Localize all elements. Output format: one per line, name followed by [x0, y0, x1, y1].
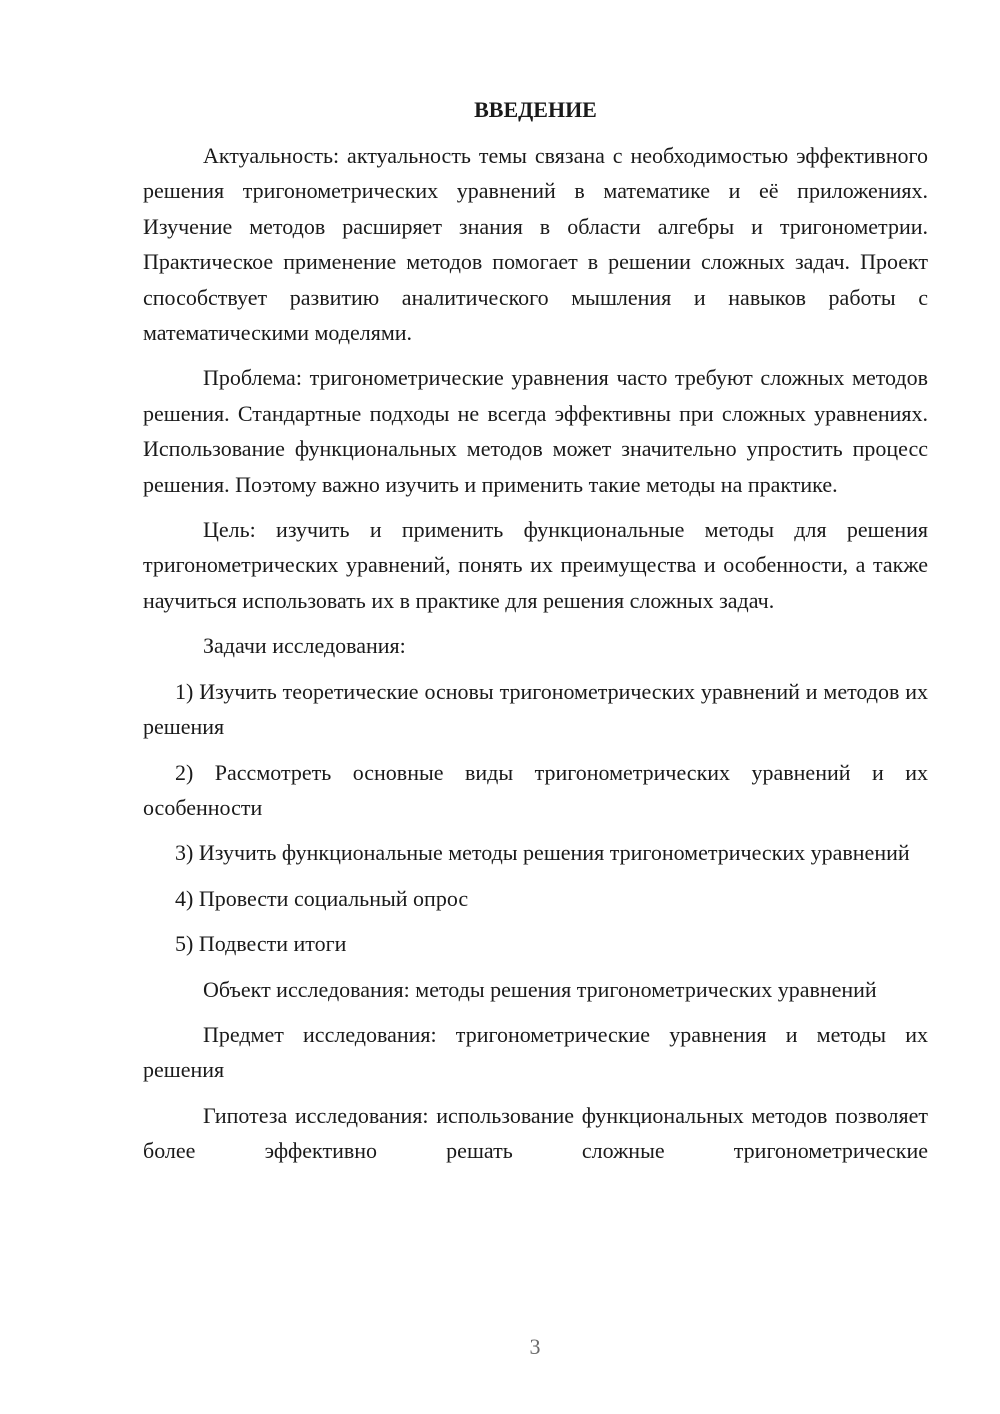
page-content	[143, 90, 928, 1179]
task-item-2: 2) Рассмотреть основные виды тригонометрических уравнений и их особенности	[143, 759, 928, 820]
paragraph-relevance: Актуальность: актуальность темы связана с необходимостью эффективного решения тригонометрических уравнений в математике и её приложениях. Изучение методов расширяет знания в области алгебры и тригонометрии. Практическое применение методов помогает в решении сложных задач. Проект способствует развитию аналитического мышления и навыков работы с математическими моделями.	[143, 143, 928, 346]
tasks-heading: Задачи исследования:	[203, 633, 406, 659]
page-number: 3	[529, 1334, 541, 1359]
task-item-5: 5) Подвести итоги	[175, 931, 347, 957]
task-item-4: 4) Провести социальный опрос	[175, 885, 469, 911]
paragraph-hypothesis: Гипотеза исследования: использование функциональных методов позволяет более эффективно решать сложные тригонометрические	[143, 1102, 928, 1164]
paragraph-object: Объект исследования: методы решения тригонометрических уравнений	[203, 976, 877, 1002]
section-title: ВВЕДЕНИЕ	[474, 97, 597, 122]
paragraph-subject: Предмет исследования: тригонометрические уравнения и методы их решения	[143, 1021, 928, 1083]
task-item-3: 3) Изучить функциональные методы решения тригонометрических уравнений	[175, 840, 910, 866]
paragraph-problem: Проблема: тригонометрические уравнения часто требуют сложных методов решения. Стандартные подходы не всегда эффективны при сложных уравнениях. Использование функциональных методов может значительно упростить процесс решения. Поэтому важно изучить и применить такие методы на практике.	[143, 365, 928, 497]
paragraph-goal: Цель: изучить и применить функциональные методы для решения тригонометрических уравнений, понять их преимущества и особенности, а также научиться использовать их в практике для решения сложных задач.	[143, 517, 928, 613]
task-item-1: 1) Изучить теоретические основы тригонометрических уравнений и методов их решения	[143, 678, 928, 740]
